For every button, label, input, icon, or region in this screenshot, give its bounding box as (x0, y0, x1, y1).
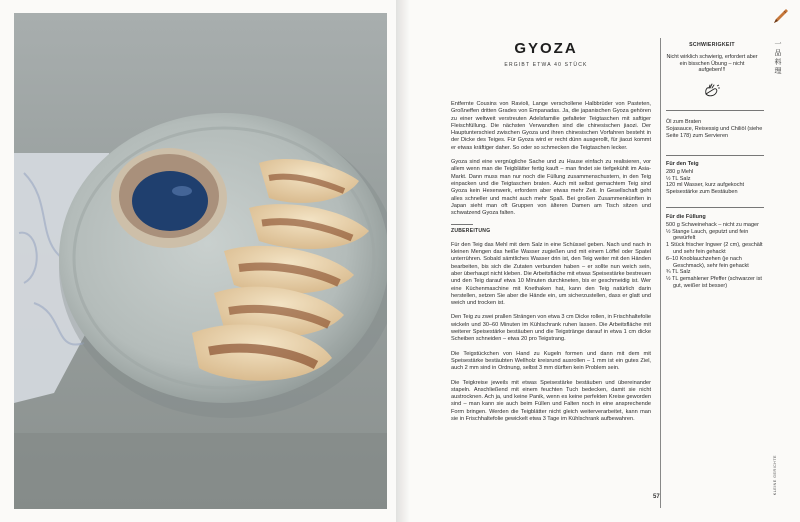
ingredient-line: 1 Stück frischer Ingwer (2 cm), geschält und sehr fein gehackt (666, 242, 763, 255)
ingredient-line: ½ TL Salz (666, 175, 691, 182)
step-paragraph: Die Teigstückchen von Hand zu Kugeln formen und dann mit dem mit Speisestärke bestäubten Wellholz kreisrund ausrollen – 1 mm ist ein gutes Ziel, auch 2 mm sind in Ordnung, selbst 3 mm dürften kein Problem sein. (451, 350, 651, 372)
japanese-char: 料 (774, 59, 782, 66)
column-divider (660, 38, 661, 508)
gyoza-photo (14, 13, 387, 509)
filling-heading: Für die Füllung (666, 214, 706, 220)
hand-icon (703, 82, 721, 98)
section-label: KLEINE GERICHTE (773, 455, 777, 496)
section-rule (451, 224, 473, 225)
intro-paragraph: Gyoza sind eine vergnügliche Sache und zu Hause einfach zu realisieren, vor allem wenn man die Teigblätter fertig kauft – man findet sie tiefgekühlt im Asia-Markt. Dann muss man nur noch die Füllung zusammenschustern, in den Teig einpacken und die Teigtaschen braten. Auch mit selbst gemachtem Teig sind Gyoza kein Hexenwerk, erfordern aber etwas mehr Zeit. In Gesellschaft geht alles schneller und macht auch mehr Spaß. Bei großen Zusammenkünften in Japan sieht man oft Gruppen von älteren Damen am Tisch sitzen und schwatzend Gyoza falten. (451, 159, 651, 217)
pen-icon (772, 7, 790, 25)
divider (666, 207, 764, 208)
japanese-char: 理 (774, 68, 782, 75)
japanese-char: 一 (774, 41, 782, 48)
divider (666, 110, 764, 111)
filling-ingredients (666, 214, 770, 290)
recipe-title: GYOZA (514, 40, 578, 57)
book-gutter (396, 0, 410, 522)
ingredient-line: 6–10 Knoblauchzehen (je nach Geschmack), sehr fein gehackt (666, 255, 749, 269)
gyoza-photo-illustration (14, 13, 387, 509)
page-number: 57 (653, 494, 660, 500)
recipe-body (451, 101, 651, 430)
preparation-heading: ZUBEREITUNG (451, 228, 491, 235)
japanese-char: 品 (774, 50, 782, 57)
difficulty-heading: SCHWIERIGKEIT (689, 42, 735, 48)
recipe-yield: ERGIBT ETWA 40 STÜCK (504, 62, 588, 68)
dough-ingredients (666, 161, 770, 196)
ingredient-line: ½ TL gemahlener Pfeffer (schwarzer ist gut, weißer ist besser) (666, 276, 762, 289)
soy-sauce (132, 171, 208, 231)
ingredient-line: Sojasauce, Reisessig und Chiliöl (siehe Seite 178) zum Servieren (666, 125, 763, 139)
ingredient-line: 500 g Schweinehack – nicht zu mager (666, 221, 759, 228)
ingredient-line: Öl zum Braten (666, 119, 702, 125)
intro-paragraph: Entfernte Cousins von Ravioli, Lange verschollene Halbbrüder von Pasteten, Großneffen dritten Grades von Empanadas. Ja, die japanischen Gyoza gehören zu einer weltweit verstreuten Adelsfamilie gefalteter Teigtaschen mit saftiger Fleischfüllung. Die nächsten Verwandten sind die chinesischen jiaozi. Der Hauptunterschied zwischen Gyoza und ihren chinesischen Vorfahren besteht in der Dicke des Teiges. Für Gyoza wird er recht dünn ausgerollt, für jiaozi kommt er etwas kräftiger daher. So oder so schmecken die Teigtaschen lecker. (451, 101, 651, 151)
serving-ingredients (666, 119, 770, 139)
ingredient-line: ½ Stange Lauch, geputzt und fein gewürfelt (666, 228, 749, 242)
difficulty-text: Nicht wirklich schwierig, erfordert aber ein bisschen Übung – nicht aufgeben!!! (666, 54, 758, 74)
divider (666, 155, 764, 156)
step-paragraph: Den Teig zu zwei prallen Strängen von etwa 3 cm Dicke rollen, in Frischhaltefolie wickeln und 30–60 Minuten im Kühlschrank ruhen lassen. Die Arbeitsfläche mit weiterer Speisestärke bestäuben und die Teigstränge darauf in etwa 1 cm dicke Scheiben schneiden – etwa 20 pro Teigstrang. (451, 314, 651, 343)
japanese-margin-label (774, 40, 782, 76)
ingredient-line: 120 ml Wasser, kurz aufgekocht (666, 182, 745, 189)
dough-heading: Für den Teig (666, 161, 699, 167)
ingredient-line: 280 g Mehl (666, 168, 694, 175)
step-paragraph: Die Teigkreise jeweils mit etwas Speisestärke bestäuben und übereinander stapeln. Anschließend mit einem feuchten Tuch bedecken, damit sie nicht austrocknen. Ach ja, und keine Panik, wenn es keine perfekten Kreise geworden sind – man kann sie auch beim Füllen und Falten noch in eine ansprechende Form bringen. Werden die Teigblätter nicht gleich weiterverarbeitet, kann man sie in Frischhaltefolie gewickelt etwa 3 Tage im Kühlschrank aufbewahren. (451, 379, 651, 422)
ingredient-line: Speisestärke zum Bestäuben (666, 189, 738, 196)
ingredient-line: ¾ TL Salz (666, 269, 691, 276)
step-paragraph: Für den Teig das Mehl mit dem Salz in eine Schüssel geben. Nach und nach in kleinen Mengen das heiße Wasser zugießen und mit einem Löffel oder Spatel unterrühren. Sobald sämtliches Wasser drin ist, den Teig weiter mit den Händen bearbeiten, bis sich die Zutaten verbunden haben – er sollte nun weich sein, aber überhaupt nicht kleben. Die Arbeitsfläche mit etwas Speisestärke bestreuen und den Teig darauf etwa 10 Minuten durchkneten, bis er geschmeidig ist. Wer eine Küchenmaschine mit Knethaken hat, kann den Teig natürlich darin herstellen, setzen Sie aber die Hände ein, um sicherzustellen, dass er glatt und weich und trocken ist. (451, 241, 651, 307)
